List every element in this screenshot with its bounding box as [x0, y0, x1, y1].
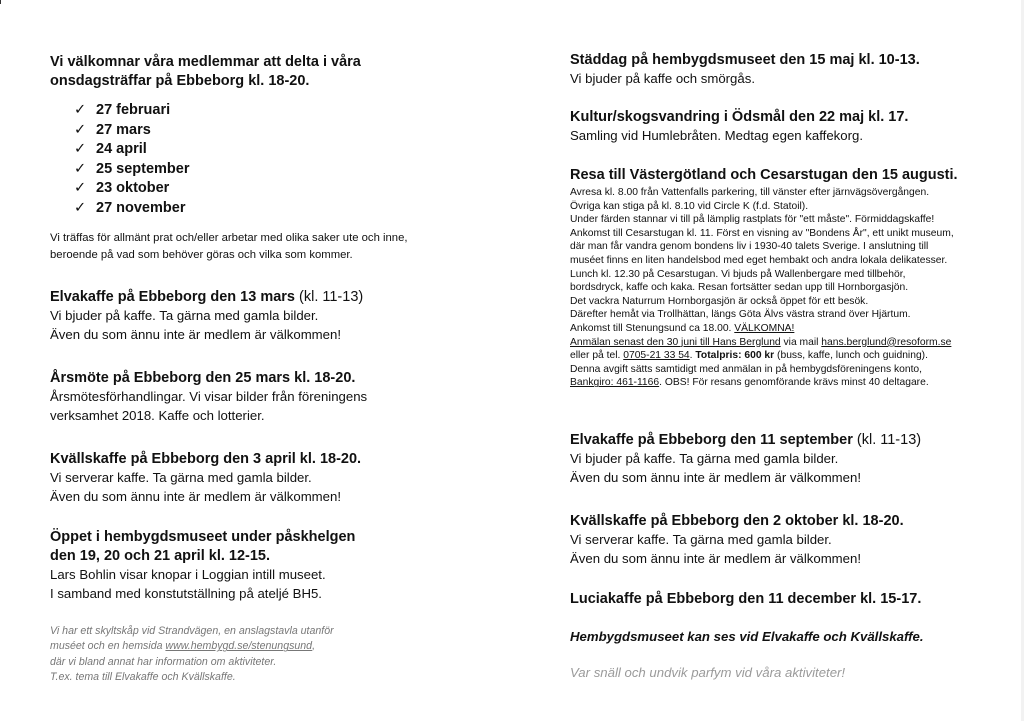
date-list [74, 101, 544, 219]
intro-heading: Vi välkomnar våra medlemmar att delta i våra onsdagsträffar på Ebbeborg kl. 18-20. [50, 54, 361, 89]
list-item: ✓ 27 mars [74, 121, 544, 141]
event-elvakaffe-sept: Elvakaffe på Ebbeborg den 11 september (kl. 11-13) Vi bjuder på kaffe. Ta gärna med gamla bilder. Även du som ännu inte är medlem är välkommen! [570, 432, 922, 485]
check-icon: ✓ [74, 199, 87, 216]
check-icon: ✓ [74, 102, 87, 118]
list-item: ✓ 27 november [74, 199, 544, 219]
event-kvallskaffe-okt: Kvällskaffe på Ebbeborg den 2 oktober kl. 18-20. Vi serverar kaffe. Ta gärna med gamla bilder. Även du som ännu inte är medlem är välkommen! [570, 513, 904, 566]
event-luciakaffe: Luciakaffe på Ebbeborg den 11 december kl. 15-17. [570, 591, 922, 607]
bankgiro: Bankgiro: 461-1166 [570, 377, 660, 389]
check-icon: ✓ [74, 141, 87, 158]
list-item: ✓ 27 februari [74, 101, 544, 121]
list-item: ✓ 25 september [74, 160, 544, 180]
event-arsmote: Årsmöte på Ebbeborg den 25 mars kl. 18-20. Årsmötesförhandlingar. Vi visar bilder från föreningens verksamhet 2018. Kaffe och lotterier. [50, 370, 368, 423]
event-kvallskaffe-april: Kvällskaffe på Ebbeborg den 3 april kl. 18-20. Vi serverar kaffe. Ta gärna med gamla bilder. Även du som ännu inte är medlem är välkommen! [50, 451, 362, 504]
event-resa: Resa till Västergötland och Cesarstugan den 15 augusti. Avresa kl. 8.00 från Vattenfalls parkering, till vänster efter järnvägsövergången. Övriga kan stiga på kl. 8.10 vid Circle K (f.d. Statoil). Under färden stannar vi till på lämplig rastplats för "ett måste". Förmiddagskaffe! Ankomst till Cesarstugan kl. 11. Först en visning av "Bondens År", ett unikt museum, där man får vandra genom bondens liv i 1930-40 talets Sverige. I anslutning till muséet finns en liten handelsbod med eget hembakt och andra lokala delikatesser. Lunch kl. 12.30 på Cesarstugan. Vi bjuds på Wallenbergare med tillbehör, bordsdryck, kaffe och kaka. Resan fortsätter sedan upp till Hornborgasjön. Det vackra Naturrum Hornborgasjön är också öppet för ett besök. Därefter hemåt via Trollhättan, längs Göta Älvs västra strand över Hjärtum. Ankomst till Stenungsund ca 18.00. VÄLKOMNA! Anmälan senast den 30 juni till Hans Berglund via mail hans.berglund@resoform.se eller på tel. 0705-21 33 54. Totalpris: 600 kr (buss, kaffe, lunch och guidning). Denna avgift sätts samtidigt med anmälan in på hembygdsföreningens konto, Bankgiro: 461-1166. OBS! För resans genomförande krävs minst 40 deltagare. [570, 167, 958, 389]
perfume-note: Var snäll och undvik parfym vid våra aktiviteter! [570, 665, 846, 680]
scan-mark [0, 0, 1, 4]
event-elvakaffe-mars: Elvakaffe på Ebbeborg den 13 mars (kl. 11-13) Vi bjuder på kaffe. Ta gärna med gamla bilder. Även du som ännu inte är medlem är välkommen! [50, 289, 364, 342]
website-link[interactable]: www.hembygd.se/stenungsund [165, 640, 313, 653]
check-icon: ✓ [74, 180, 87, 197]
email-link[interactable]: hans.berglund@resoform.se [821, 336, 952, 348]
list-item: ✓ 24 april [74, 140, 544, 160]
event-kultur-skogsvandring: Kultur/skogsvandring i Ödsmål den 22 maj kl. 17. Samling vid Humlebråten. Medtag egen kaffekorg. [570, 109, 909, 143]
list-item: ✓ 23 oktober [74, 179, 544, 199]
phone-number[interactable]: 0705-21 33 54 [623, 350, 690, 362]
intro-text: Vi träffas för allmänt prat och/eller arbetar med olika saker ute och inne, beroende på vad som behöver göras och vilka som kommer. [50, 232, 408, 261]
info-note: Vi har ett skyltskåp vid Strandvägen, en anslagstavla utanför muséet och en hemsida www.hembygd.se/stenungsund, där vi bland annat har information om aktiviteter. T.ex. tema till Elvakaffe och Kvällskaffe. [50, 625, 334, 684]
museum-note: Hembygdsmuseet kan ses vid Elvakaffe och Kvällskaffe. [570, 629, 924, 644]
check-icon: ✓ [74, 121, 87, 138]
event-oppet-paskhelgen: Öppet i hembygdsmuseet under påskhelgen den 19, 20 och 21 april kl. 12-15. Lars Bohlin visar knopar i Loggian intill museet. I samband med konstutställning på ateljé BH5. [50, 529, 356, 601]
event-staddag: Städdag på hembygdsmuseet den 15 maj kl. 10-13. Vi bjuder på kaffe och smörgås. [570, 52, 920, 86]
check-icon: ✓ [74, 160, 87, 177]
